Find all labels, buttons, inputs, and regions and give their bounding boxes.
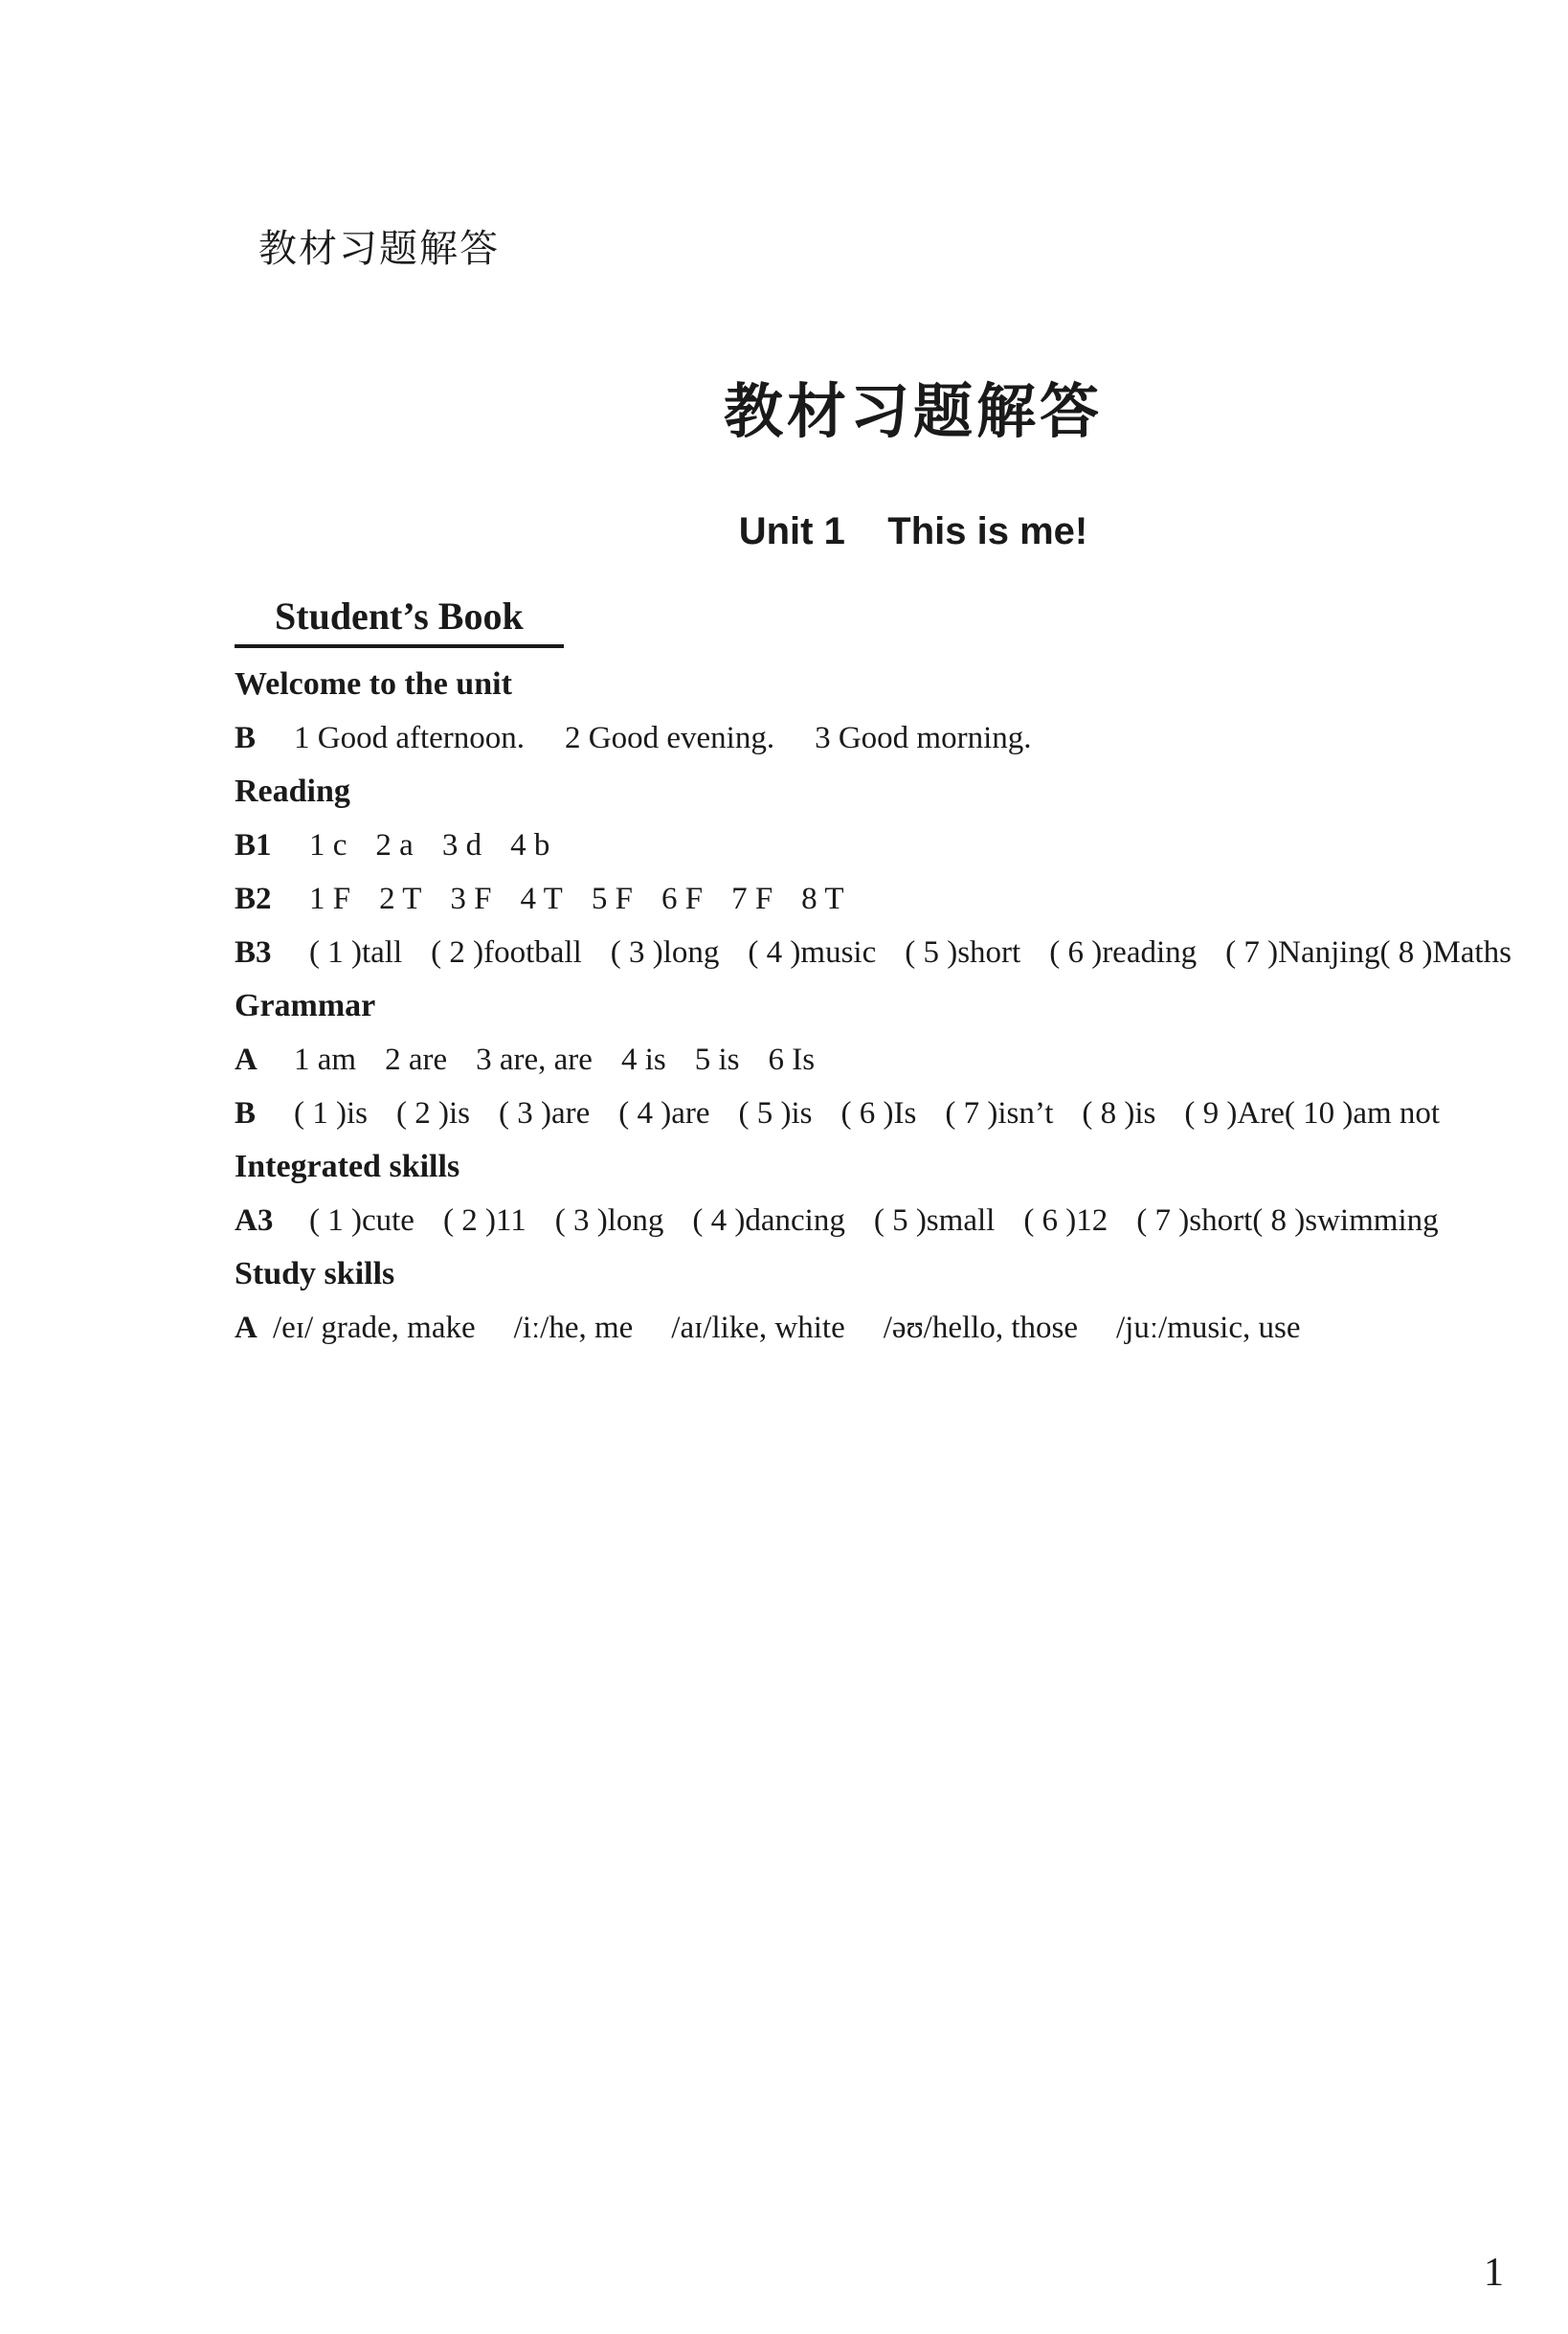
answer-item: 4 is [620,1043,666,1077]
answer-row-welcome-b [235,711,1536,765]
answer-item: ( 7 )short [1136,1203,1253,1238]
exercise-label: A [235,1043,258,1077]
answer-item: 6 F [661,882,704,916]
book-label: Student’s Book [235,594,564,648]
exercise-label: A [235,1311,258,1345]
answer-item: 3 Good morning. [815,721,1032,755]
answer-item: ( 5 )short [905,935,1021,970]
answer-row-reading-b1 [235,819,1536,872]
answer-item: 1 Good afternoon. [294,721,526,755]
exercise-label: B2 [235,882,272,916]
answer-item: 2 Good evening. [565,721,775,755]
answer-item: 3 F [450,882,492,916]
answer-item: ( 5 )is [738,1096,813,1131]
answer-item: 7 F [731,882,773,916]
answer-item: /əʊ/hello, those [883,1311,1078,1345]
answer-item: 5 F [591,882,633,916]
answer-item: /iː/he, me [513,1311,634,1345]
answer-row-grammar-a [235,1033,1536,1087]
answer-item: 2 are [385,1043,448,1077]
answer-item: 1 c [309,828,347,863]
unit-title: Unit 1 This is me! [738,510,1088,552]
exercise-label: B1 [235,828,272,863]
section-title-welcome: Welcome to the unit [235,666,512,702]
exercise-label: A3 [235,1203,274,1238]
answer-item: 4 T [520,882,563,916]
running-head: 教材习题解答 [258,227,500,271]
answer-item: /eɪ/ grade, make [273,1311,476,1345]
answer-item: ( 7 )isn’t [945,1096,1054,1131]
answer-row-study-a [235,1301,1536,1355]
section-title-reading: Reading [235,774,350,809]
answer-item: ( 3 )long [610,935,720,970]
answer-item: ( 2 )is [396,1096,470,1131]
answer-item: ( 4 )are [618,1096,710,1131]
answer-item: /juː/music, use [1116,1311,1301,1345]
answer-item: ( 4 )dancing [692,1203,845,1238]
page-number: 1 [1484,2251,1504,2295]
page-title: 教材习题解答 [723,376,1103,446]
answer-item: ( 7 )Nanjing [1225,935,1380,970]
answer-item: 3 d [441,828,482,863]
answer-item: ( 5 )small [873,1203,996,1238]
answer-content [235,594,1536,1355]
section-title-grammar: Grammar [235,988,376,1023]
answer-row-integrated-a3 [235,1194,1536,1247]
answer-item: 2 T [379,882,422,916]
answer-item: ( 2 )football [431,935,582,970]
section-title-study-skills: Study skills [235,1256,395,1291]
exercise-label: B [235,721,257,755]
answer-item: ( 8 )swimming [1252,1203,1439,1238]
answer-row-reading-b3 [235,926,1536,979]
answer-item: ( 1 )cute [309,1203,414,1238]
answer-item: 2 a [375,828,414,863]
answer-item: ( 4 )music [748,935,877,970]
answer-item: ( 1 )is [294,1096,368,1131]
answer-item: 1 F [309,882,351,916]
exercise-label: B3 [235,935,272,970]
answer-item: ( 1 )tall [309,935,403,970]
exercise-label: B [235,1096,257,1131]
answer-item: ( 9 )Are [1184,1096,1285,1131]
answer-item: ( 3 )long [554,1203,664,1238]
answer-item: 4 b [510,828,550,863]
answer-item: 5 is [694,1043,740,1077]
answer-item: 3 are, are [476,1043,593,1077]
answer-item: ( 6 )12 [1023,1203,1109,1238]
answer-row-reading-b2 [235,872,1536,926]
answer-row-grammar-b [235,1087,1536,1140]
answer-item: ( 8 )Maths [1379,935,1512,970]
answer-item: /aɪ/like, white [671,1311,845,1345]
answer-item: ( 6 )Is [840,1096,917,1131]
answer-item: ( 2 )11 [442,1203,526,1238]
answer-item: ( 6 )reading [1049,935,1198,970]
answer-item: ( 8 )is [1082,1096,1156,1131]
section-title-integrated-skills: Integrated skills [235,1149,460,1184]
answer-item: 6 Is [768,1043,816,1077]
answer-item: 8 T [801,882,844,916]
answer-item: 1 am [294,1043,357,1077]
answer-item: ( 3 )are [499,1096,591,1131]
answer-item: ( 10 )am not [1284,1096,1441,1131]
